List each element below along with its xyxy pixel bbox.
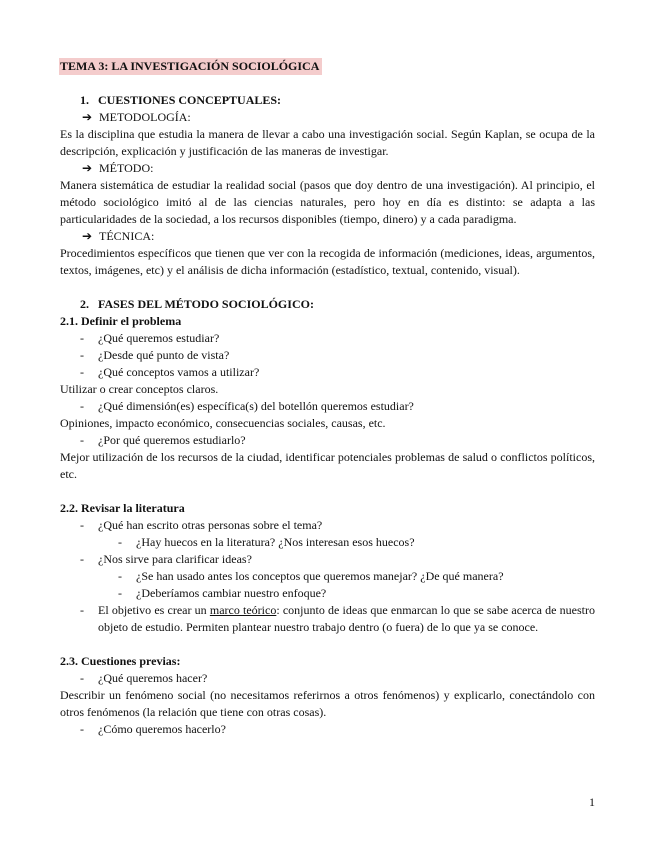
section-1-title: CUESTIONES CONCEPTUALES:: [98, 93, 282, 107]
arrow-right-icon: ➔: [82, 229, 93, 243]
tecnica-label: TÉCNICA:: [99, 229, 155, 243]
list-item: - ¿Qué queremos estudiar?: [80, 331, 220, 345]
list-item: - ¿Qué han escrito otras personas sobre el tema?: [80, 518, 323, 532]
section-2-heading: [60, 296, 595, 313]
page-number: 1: [589, 795, 595, 809]
list-item: - ¿Nos sirve para clarificar ideas?: [80, 552, 252, 566]
list-item: - ¿Por qué queremos estudiarlo?: [80, 433, 246, 447]
section-1-number: 1.: [80, 93, 89, 107]
list-item: - ¿Qué queremos hacer?: [80, 671, 208, 685]
list-item: - El objetivo es crear un marco teórico: conjunto de ideas que enmarcan lo que se sabe acerca de nuestro objeto de estudio. Permiten plantear nuestro trabajo dentro (o fuera) de lo que ya se conoce.: [80, 603, 595, 634]
tecnica-label-row: [60, 228, 595, 245]
subsection-2-1-heading: 2.1. Definir el problema: [60, 314, 182, 328]
subsection-2-2-heading: 2.2. Revisar la literatura: [60, 501, 185, 515]
page-title: TEMA 3: LA INVESTIGACIÓN SOCIOLÓGICA: [59, 58, 322, 75]
tecnica-text: Procedimientos específicos que tienen que ver con la recogida de información (mediciones, ideas, argumentos, textos, imágenes, etc) y el análisis de dicha información (estadístico, textual, contenido, visual).: [60, 246, 595, 277]
subsection-2-3-heading: 2.3. Cuestiones previas:: [60, 654, 181, 668]
section-2-title: FASES DEL MÉTODO SOCIOLÓGICO:: [98, 297, 314, 311]
paragraph: Opiniones, impacto económico, consecuencias sociales, causas, etc.: [60, 416, 386, 430]
paragraph: Describir un fenómeno social (no necesitamos referirnos a otros fenómenos) y explicarlo, conectándolo con otros fenómenos (la relación que tiene con otras cosas).: [60, 688, 595, 719]
list-item: - ¿Cómo queremos hacerlo?: [80, 722, 226, 736]
marco-teorico-term: marco teórico: [209, 603, 277, 617]
list-item: - ¿Desde qué punto de vista?: [80, 348, 230, 362]
list-item: - ¿Qué dimensión(es) específica(s) del botellón queremos estudiar?: [80, 399, 414, 413]
arrow-right-icon: ➔: [82, 110, 93, 124]
metodologia-label: METODOLOGÍA:: [99, 110, 191, 124]
metodologia-label-row: [60, 109, 595, 126]
paragraph: Utilizar o crear conceptos claros.: [60, 382, 219, 396]
metodo-label-row: [60, 160, 595, 177]
metodo-text: Manera sistemática de estudiar la realidad social (pasos que doy dentro de una investigación). Al principio, el método sociológico imitó al de las ciencias naturales, pero hoy en día es distinto: se adapta a las particularidades de la sociedad, a los recursos disponibles (tiempo, dinero) y a cada paradigma.: [60, 178, 595, 226]
list-item: - ¿Qué conceptos vamos a utilizar?: [80, 365, 260, 379]
metodologia-text: Es la disciplina que estudia la manera de llevar a cabo una investigación social. Según Kaplan, se ocupa de la descripción, explicación y justificación de las maneras de investigar.: [60, 127, 595, 158]
paragraph: Mejor utilización de los recursos de la ciudad, identificar potenciales problemas de salud o conflictos políticos, etc.: [60, 450, 595, 481]
list-subitem: - ¿Hay huecos en la literatura? ¿Nos interesan esos huecos?: [118, 535, 415, 549]
metodo-label: MÉTODO:: [99, 161, 154, 175]
section-1-heading: [60, 92, 595, 109]
section-2-number: 2.: [80, 297, 89, 311]
list-subitem: - ¿Deberíamos cambiar nuestro enfoque?: [118, 586, 327, 600]
list-subitem: - ¿Se han usado antes los conceptos que queremos manejar? ¿De qué manera?: [118, 569, 504, 583]
arrow-right-icon: ➔: [82, 161, 93, 175]
